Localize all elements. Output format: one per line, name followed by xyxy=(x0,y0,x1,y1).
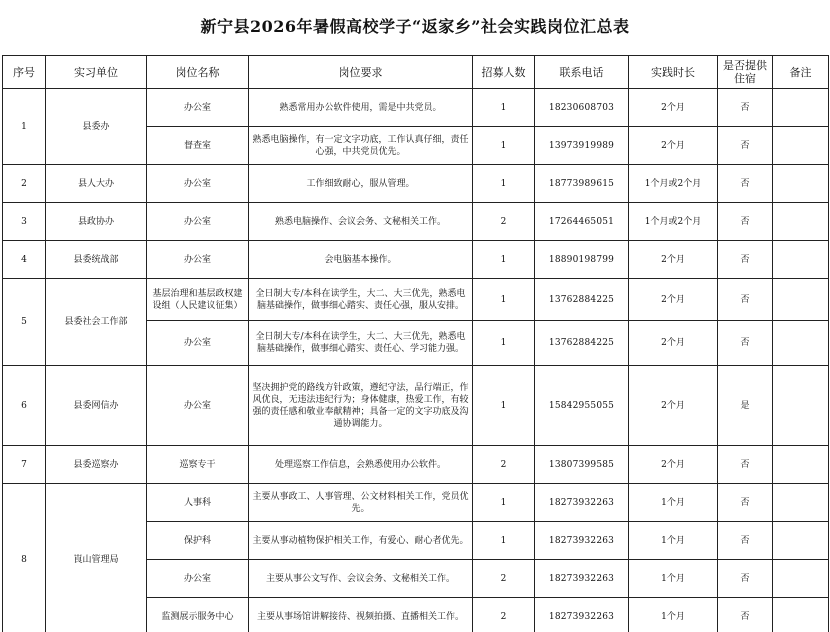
unit-name: 崀山管理局 xyxy=(46,484,147,632)
post-requirement: 处理巡察工作信息，会熟悉使用办公软件。 xyxy=(249,446,473,484)
note xyxy=(773,203,829,241)
contact-phone: 18230608703 xyxy=(535,89,629,127)
note xyxy=(773,89,829,127)
note xyxy=(773,598,829,632)
recruit-count: 1 xyxy=(473,279,535,321)
lodging: 是 xyxy=(718,366,773,446)
duration: 2个月 xyxy=(629,241,718,279)
post-name: 人事科 xyxy=(147,484,249,522)
post-name: 办公室 xyxy=(147,321,249,366)
duration: 2个月 xyxy=(629,89,718,127)
contact-phone: 15842955055 xyxy=(535,366,629,446)
contact-phone: 13973919989 xyxy=(535,127,629,165)
header-cell: 岗位名称 xyxy=(147,56,249,89)
post-requirement: 工作细致耐心，服从管理。 xyxy=(249,165,473,203)
table-row xyxy=(3,366,829,446)
contact-phone: 13807399585 xyxy=(535,446,629,484)
header-cell: 岗位要求 xyxy=(249,56,473,89)
post-name: 办公室 xyxy=(147,241,249,279)
post-name: 办公室 xyxy=(147,165,249,203)
header-cell: 序号 xyxy=(3,56,46,89)
note xyxy=(773,127,829,165)
post-name: 巡察专干 xyxy=(147,446,249,484)
table-row xyxy=(3,165,829,203)
contact-phone: 13762884225 xyxy=(535,321,629,366)
post-name: 监测展示服务中心 xyxy=(147,598,249,632)
post-name: 办公室 xyxy=(147,89,249,127)
duration: 2个月 xyxy=(629,279,718,321)
recruit-count: 1 xyxy=(473,321,535,366)
lodging: 否 xyxy=(718,127,773,165)
unit-name: 县人大办 xyxy=(46,165,147,203)
note xyxy=(773,484,829,522)
note xyxy=(773,560,829,598)
row-number: 8 xyxy=(3,484,46,632)
header-cell: 实践时长 xyxy=(629,56,718,89)
lodging: 否 xyxy=(718,522,773,560)
recruit-count: 1 xyxy=(473,165,535,203)
contact-phone: 18773989615 xyxy=(535,165,629,203)
post-name: 督查室 xyxy=(147,127,249,165)
post-requirement: 全日制大专/本科在读学生，大二、大三优先，熟悉电脑基础操作，做事细心踏实、责任心、学习能力强。 xyxy=(249,321,473,366)
lodging: 否 xyxy=(718,598,773,632)
header-cell: 是否提供住宿 xyxy=(718,56,773,89)
lodging: 否 xyxy=(718,89,773,127)
post-requirement: 全日制大专/本科在读学生，大二、大三优先，熟悉电脑基础操作，做事细心踏实、责任心强，服从安排。 xyxy=(249,279,473,321)
post-requirement: 主要从事政工、人事管理、公文材料相关工作，党员优先。 xyxy=(249,484,473,522)
header-cell: 实习单位 xyxy=(46,56,147,89)
note xyxy=(773,446,829,484)
lodging: 否 xyxy=(718,560,773,598)
duration: 2个月 xyxy=(629,321,718,366)
post-name: 基层治理和基层政权建设组（人民建议征集） xyxy=(147,279,249,321)
lodging: 否 xyxy=(718,446,773,484)
header-cell: 联系电话 xyxy=(535,56,629,89)
lodging: 否 xyxy=(718,279,773,321)
duration: 2个月 xyxy=(629,127,718,165)
recruit-count: 1 xyxy=(473,484,535,522)
row-number: 5 xyxy=(3,279,46,366)
contact-phone: 13762884225 xyxy=(535,279,629,321)
contact-phone: 18890198799 xyxy=(535,241,629,279)
table-row xyxy=(3,279,829,321)
table-row xyxy=(3,241,829,279)
duration: 1个月或2个月 xyxy=(629,165,718,203)
row-number: 2 xyxy=(3,165,46,203)
duration: 1个月 xyxy=(629,598,718,632)
contact-phone: 17264465051 xyxy=(535,203,629,241)
row-number: 7 xyxy=(3,446,46,484)
recruit-count: 1 xyxy=(473,241,535,279)
contact-phone: 18273932263 xyxy=(535,598,629,632)
table-row xyxy=(3,203,829,241)
recruit-count: 2 xyxy=(473,446,535,484)
post-requirement: 熟悉常用办公软件使用，需是中共党员。 xyxy=(249,89,473,127)
unit-name: 县委办 xyxy=(46,89,147,165)
duration: 2个月 xyxy=(629,366,718,446)
document-title: 新宁县2026年暑假高校学子“返家乡”社会实践岗位汇总表 xyxy=(200,17,630,36)
post-name: 办公室 xyxy=(147,203,249,241)
duration: 1个月或2个月 xyxy=(629,203,718,241)
row-number: 4 xyxy=(3,241,46,279)
lodging: 否 xyxy=(718,241,773,279)
header-cell: 招募人数 xyxy=(473,56,535,89)
post-requirement: 会电脑基本操作。 xyxy=(249,241,473,279)
unit-name: 县政协办 xyxy=(46,203,147,241)
post-requirement: 主要从事动植物保护相关工作，有爱心、耐心者优先。 xyxy=(249,522,473,560)
contact-phone: 18273932263 xyxy=(535,484,629,522)
table-header-row xyxy=(3,56,829,89)
unit-name: 县委社会工作部 xyxy=(46,279,147,366)
table-row xyxy=(3,446,829,484)
post-requirement: 熟悉电脑操作，有一定文字功底，工作认真仔细，责任心强，中共党员优先。 xyxy=(249,127,473,165)
post-name: 保护科 xyxy=(147,522,249,560)
recruit-count: 2 xyxy=(473,203,535,241)
note xyxy=(773,241,829,279)
lodging: 否 xyxy=(718,165,773,203)
lodging: 否 xyxy=(718,321,773,366)
recruit-count: 2 xyxy=(473,560,535,598)
duration: 1个月 xyxy=(629,484,718,522)
recruit-count: 1 xyxy=(473,366,535,446)
note xyxy=(773,522,829,560)
header-cell: 备注 xyxy=(773,56,829,89)
recruit-count: 1 xyxy=(473,127,535,165)
note xyxy=(773,165,829,203)
duration: 1个月 xyxy=(629,522,718,560)
row-number: 1 xyxy=(3,89,46,165)
contact-phone: 18273932263 xyxy=(535,522,629,560)
row-number: 6 xyxy=(3,366,46,446)
post-requirement: 熟悉电脑操作、会议会务、文秘相关工作。 xyxy=(249,203,473,241)
post-requirement: 主要从事场馆讲解接待、视频拍摄、直播相关工作。 xyxy=(249,598,473,632)
recruit-count: 1 xyxy=(473,522,535,560)
unit-name: 县委统战部 xyxy=(46,241,147,279)
duration: 1个月 xyxy=(629,560,718,598)
table-row xyxy=(3,484,829,522)
note xyxy=(773,321,829,366)
unit-name: 县委网信办 xyxy=(46,366,147,446)
note xyxy=(773,366,829,446)
duration: 2个月 xyxy=(629,446,718,484)
post-name: 办公室 xyxy=(147,560,249,598)
note xyxy=(773,279,829,321)
post-requirement: 坚决拥护党的路线方针政策，遵纪守法，品行端正，作风优良，无违法违纪行为；身体健康，热爱工作，有较强的责任感和敬业奉献精神；具备一定的文字功底及沟通协调能力。 xyxy=(249,366,473,446)
recruit-count: 1 xyxy=(473,89,535,127)
row-number: 3 xyxy=(3,203,46,241)
unit-name: 县委巡察办 xyxy=(46,446,147,484)
table-row xyxy=(3,89,829,127)
contact-phone: 18273932263 xyxy=(535,560,629,598)
positions-table xyxy=(2,55,829,632)
recruit-count: 2 xyxy=(473,598,535,632)
lodging: 否 xyxy=(718,484,773,522)
post-name: 办公室 xyxy=(147,366,249,446)
post-requirement: 主要从事公文写作、会议会务、文秘相关工作。 xyxy=(249,560,473,598)
lodging: 否 xyxy=(718,203,773,241)
